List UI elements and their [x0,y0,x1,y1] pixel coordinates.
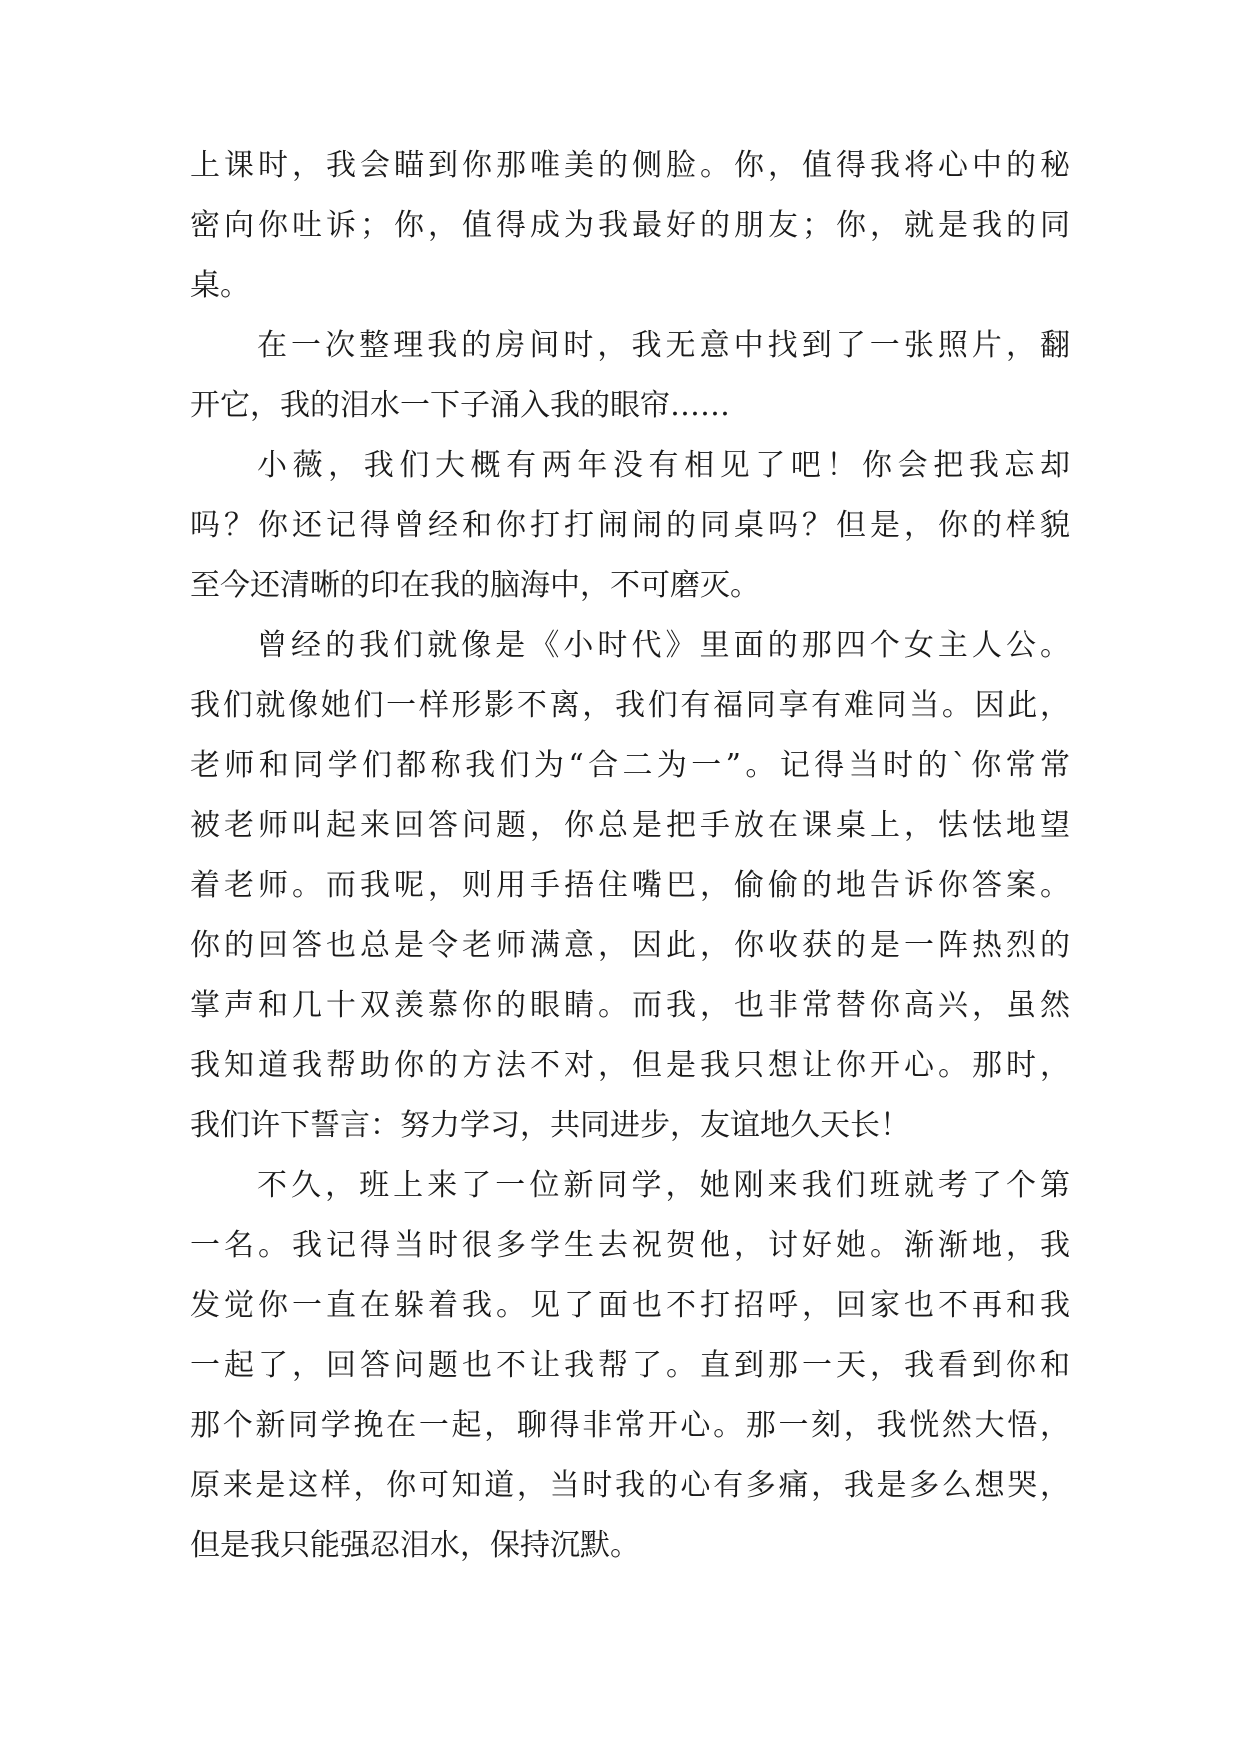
text-line: 着老师。而我呢，则用手捂住嘴巴，偷偷的地告诉你答案。 [190,868,1070,903]
text-line: 我知道我帮助你的方法不对，但是我只想让你开心。那时， [190,1048,1070,1083]
paragraph-first-line: 不久，班上来了一位新同学，她刚来我们班就考了个第 [257,1168,1070,1203]
text-line: 一名。我记得当时很多学生去祝贺他，讨好她。渐渐地，我 [190,1228,1070,1263]
text-line: 桌。 [190,268,250,303]
text-line: 但是我只能强忍泪水，保持沉默。 [190,1528,640,1563]
text-line: 发觉你一直在躲着我。见了面也不打招呼，回家也不再和我 [190,1288,1070,1323]
text-line: 原来是这样，你可知道，当时我的心有多痛，我是多么想哭， [190,1468,1070,1503]
text-line: 掌声和几十双羡慕你的眼睛。而我，也非常替你高兴，虽然 [190,988,1070,1023]
text-line: 你的回答也总是令老师满意，因此，你收获的是一阵热烈的 [190,928,1070,963]
text-line: 开它，我的泪水一下子涌入我的眼帘…… [190,388,730,423]
text-line: 上课时，我会瞄到你那唯美的侧脸。你，值得我将心中的秘 [190,148,1070,183]
text-line: 被老师叫起来回答问题，你总是把手放在课桌上，怯怯地望 [190,808,1070,843]
text-line: 密向你吐诉；你，值得成为我最好的朋友；你，就是我的同 [190,208,1070,243]
text-line: 那个新同学挽在一起，聊得非常开心。那一刻，我恍然大悟， [190,1408,1070,1443]
text-line: 一起了，回答问题也不让我帮了。直到那一天，我看到你和 [190,1348,1070,1383]
text-line: 至今还清晰的印在我的脑海中，不可磨灭。 [190,568,760,603]
text-line: 我们就像她们一样形影不离，我们有福同享有难同当。因此， [190,688,1070,723]
paragraph-first-line: 小薇，我们大概有两年没有相见了吧！你会把我忘却 [257,448,1070,483]
paragraph-first-line: 在一次整理我的房间时，我无意中找到了一张照片，翻 [257,328,1070,363]
text-line: 我们许下誓言：努力学习，共同进步，友谊地久天长！ [190,1108,910,1143]
text-line: 吗？你还记得曾经和你打打闹闹的同桌吗？但是，你的样貌 [190,508,1070,543]
paragraph-first-line: 曾经的我们就像是《小时代》里面的那四个女主人公。 [257,628,1070,663]
text-line: 老师和同学们都称我们为“合二为一”。记得当时的`你常常 [190,748,1070,783]
